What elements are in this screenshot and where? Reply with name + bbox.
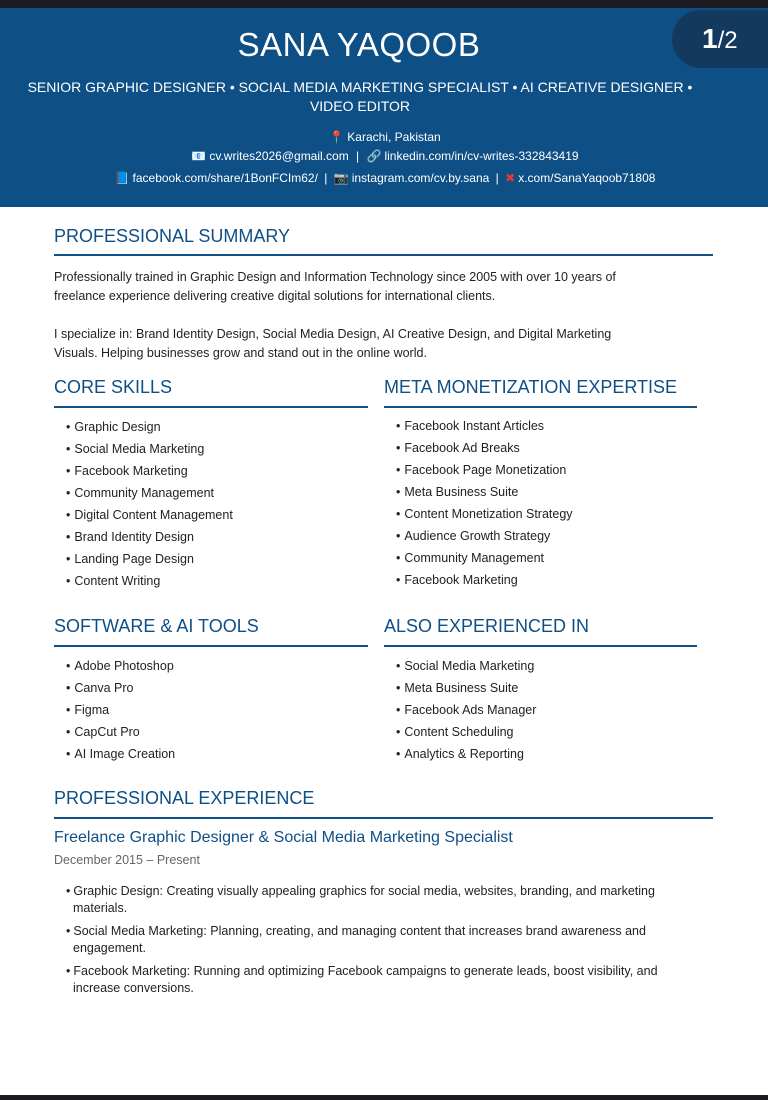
experience-rule	[54, 817, 713, 819]
candidate-name: SANA YAQOOB	[237, 26, 481, 63]
email-icon: 📧	[191, 149, 207, 163]
contact-location	[0, 130, 768, 144]
software-list	[66, 655, 175, 765]
list-item: • Brand Identity Design	[66, 526, 233, 548]
email-link[interactable]: cv.writes2026@gmail.com	[209, 149, 349, 163]
list-item: • Facebook Marketing	[396, 569, 573, 591]
separator: |	[356, 149, 360, 163]
job-title: Freelance Graphic Designer & Social Media Marketing Specialist	[54, 829, 513, 846]
separator: |	[324, 171, 328, 185]
meta-rule	[384, 406, 697, 408]
list-item: • Digital Content Management	[66, 504, 233, 526]
experience-title: PROFESSIONAL EXPERIENCE	[54, 788, 315, 808]
list-item: • Facebook Page Monetization	[396, 459, 573, 481]
core-skills-title: CORE SKILLS	[54, 377, 173, 397]
list-item: • Social Media Marketing: Planning, creating, and managing content that increases brand awareness and engagement.	[66, 923, 666, 957]
list-item: • Community Management	[66, 482, 233, 504]
list-item: • Landing Page Design	[66, 548, 233, 570]
list-item: • Facebook Marketing: Running and optimizing Facebook campaigns to generate leads, boost visibility, and increase conversions.	[66, 963, 666, 997]
list-item: • Social Media Marketing	[396, 655, 536, 677]
list-item: • Content Writing	[66, 570, 233, 592]
page-current: 1	[702, 23, 718, 54]
location-text: Karachi, Pakistan	[347, 130, 441, 144]
summary-paragraph-2: I specialize in: Brand Identity Design, Social Media Design, AI Creative Design, and Digital Marketing Visuals. Helping businesses grow and stand out in the online world.	[54, 327, 612, 360]
list-item: • CapCut Pro	[66, 721, 175, 743]
software-rule	[54, 645, 368, 647]
list-item: • Figma	[66, 699, 175, 721]
list-item: • Graphic Design: Creating visually appealing graphics for social media, websites, branding, and marketing materials.	[66, 883, 666, 917]
list-item: • AI Image Creation	[66, 743, 175, 765]
list-item: • Audience Growth Strategy	[396, 525, 573, 547]
header-banner	[0, 8, 768, 207]
top-edge	[0, 0, 768, 8]
list-item: • Content Monetization Strategy	[396, 503, 573, 525]
candidate-titles: SENIOR GRAPHIC DESIGNER • SOCIAL MEDIA MARKETING SPECIALIST • AI CREATIVE DESIGNER • VIDEO EDITOR	[27, 79, 693, 114]
summary-paragraph-1: Professionally trained in Graphic Design and Information Technology since 2005 with over 10 years of freelance experience delivering creative digital solutions for international clients.	[54, 270, 616, 303]
list-item: • Canva Pro	[66, 677, 175, 699]
camera-icon: 📷	[333, 171, 349, 185]
summary-title: PROFESSIONAL SUMMARY	[54, 226, 291, 246]
x-icon: ✖	[505, 171, 516, 185]
bottom-edge	[0, 1095, 768, 1100]
also-title: ALSO EXPERIENCED IN	[384, 616, 590, 636]
core-skills-list	[66, 416, 233, 592]
list-item: • Community Management	[396, 547, 573, 569]
list-item: • Meta Business Suite	[396, 481, 573, 503]
list-item: • Meta Business Suite	[396, 677, 536, 699]
also-list	[396, 655, 536, 765]
meta-list	[396, 415, 573, 591]
facebook-link[interactable]: facebook.com/share/1BonFCIm62/	[132, 171, 318, 185]
experience-list	[66, 883, 666, 1003]
list-item: • Social Media Marketing	[66, 438, 233, 460]
list-item: • Facebook Instant Articles	[396, 415, 573, 437]
facebook-icon: 📘	[114, 171, 130, 185]
also-rule	[384, 645, 697, 647]
list-item: • Adobe Photoshop	[66, 655, 175, 677]
list-item: • Analytics & Reporting	[396, 743, 536, 765]
x-link[interactable]: x.com/SanaYaqoob71808	[518, 171, 656, 185]
page-total: /2	[717, 27, 738, 54]
job-dates: December 2015 – Present	[54, 853, 200, 867]
contact-row-1	[0, 149, 768, 163]
list-item: • Facebook Ad Breaks	[396, 437, 573, 459]
summary-rule	[54, 254, 713, 256]
instagram-link[interactable]: instagram.com/cv.by.sana	[351, 171, 490, 185]
link-icon: 🔗	[366, 149, 382, 163]
software-title: SOFTWARE & AI TOOLS	[54, 616, 259, 636]
contact-row-2	[0, 171, 768, 185]
list-item: • Content Scheduling	[396, 721, 536, 743]
separator: |	[495, 171, 499, 185]
core-skills-rule	[54, 406, 368, 408]
list-item: • Graphic Design	[66, 416, 233, 438]
linkedin-link[interactable]: linkedin.com/in/cv-writes-332843419	[384, 149, 579, 163]
list-item: • Facebook Ads Manager	[396, 699, 536, 721]
pin-icon: 📍	[329, 130, 345, 144]
list-item: • Facebook Marketing	[66, 460, 233, 482]
page-indicator	[672, 10, 768, 68]
meta-title: META MONETIZATION EXPERTISE	[384, 377, 678, 397]
